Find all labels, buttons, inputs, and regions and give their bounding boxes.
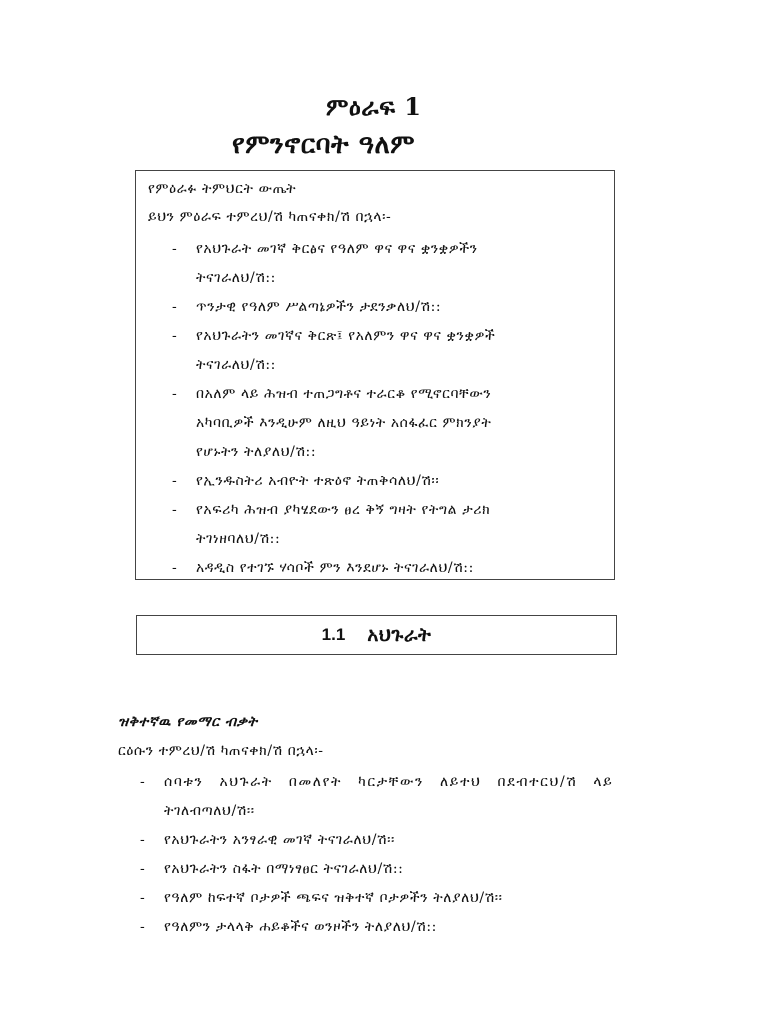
learning-outcomes-intro: ይህን ምዕራፍ ተምረህ/ሽ ካጠናቀክ/ሽ በኋላ፡- (148, 209, 392, 225)
competency-item (140, 913, 660, 942)
outcome-text: የአህጉራት መገኛ ቅርፅና የዓለም ዋና ዋና ቋንቋዎችን (196, 241, 478, 257)
outcome-text: አዳዲስ የተገኙ ሃሳቦች ምን እንደሆኑ ትናገራለህ/ሽ:: (196, 560, 474, 576)
chapter-number: ምዕራፍ 1 (326, 92, 422, 121)
competency-list (140, 768, 660, 942)
outcome-text: በአለም ላይ ሕዝብ ተጠጋግቶና ተራርቆ የሚኖርባቸውን (196, 386, 492, 402)
competency-text: የዓለምን ታላላቅ ሐይቆችና ወንዞችን ትለያለህ/ሽ:: (164, 919, 437, 935)
outcome-text: የአፍሪካ ሕዝብ ያካሄደውን ፀረ ቅኝ ግዛት የትግል ታሪክ (196, 502, 491, 518)
outcome-item (172, 322, 592, 380)
outcome-item (172, 554, 592, 583)
minimum-competency-intro: ርዕሱን ተምረህ/ሽ ካጠናቀክ/ሽ በኋላ፡- (118, 743, 324, 759)
outcome-text: የአህጉራትን መገኛና ቅርጽ፤ የአለምን ዋና ዋና ቋንቋዎች (196, 328, 496, 344)
competency-text: የአህጉራትን ስፋት በማነፃፀር ትናገራለህ/ሽ:: (164, 861, 404, 877)
learning-outcomes-heading: የምዕራፉ ትምህርት ውጤት (148, 181, 297, 197)
competency-item (140, 768, 660, 826)
competency-text: የዓለም ከፍተኛ ቦታዎች ጫፍና ዝቅተኛ ቦታዎችን ትለያለህ/ሽ፡፡ (164, 890, 503, 906)
outcome-text-continued: ትገነዘባለህ/ሽ:: (196, 531, 281, 547)
outcome-item (172, 380, 592, 467)
outcome-text-continued: ትናገራለህ/ሽ:: (196, 270, 276, 286)
outcome-text-continued: ትናገራለህ/ሽ:: (196, 357, 276, 373)
chapter-title: የምንኖርባት ዓለም (232, 130, 415, 160)
competency-text: ሰባቱን አህጉራት በመለየት ካርታቸውን ለይተህ በደብተርህ/ሽ ላይ (164, 774, 614, 790)
competency-text: የአህጉራትን አንፃራዊ መገኛ ትናገራለህ/ሽ፡፡ (164, 832, 395, 848)
outcome-text-continued: የሆኑትን ትለያለህ/ሽ:: (196, 444, 317, 460)
outcome-item (172, 467, 592, 496)
section-heading-box (136, 615, 617, 655)
outcome-text: የኢንዱስትሪ አብዮት ተጽዕኖ ትጠቅሳለህ/ሽ፡፡ (196, 473, 440, 489)
outcome-item (172, 293, 592, 322)
section-title: አህጉራት (367, 624, 432, 646)
learning-outcomes-list (172, 235, 592, 583)
section-number: 1.1 (321, 625, 346, 644)
competency-item (140, 826, 660, 855)
competency-text-continued: ትገለብጣለህ/ሽ፡፡ (164, 803, 255, 819)
outcome-text: ጥንታዊ የዓለም ሥልጣኔዎችን ታደንቃለህ/ሽ:: (196, 299, 442, 315)
minimum-competency-heading: ዝቅተኛዉ የመማር ብቃት (118, 714, 258, 730)
outcome-text-continued: አካባቢዎች እንዲሁም ለዚህ ዓይነት አሰፋፈር ምክንያት (196, 415, 492, 431)
competency-item (140, 884, 660, 913)
outcome-item (172, 496, 592, 554)
outcome-item (172, 235, 592, 293)
competency-item (140, 855, 660, 884)
learning-outcomes-box (135, 170, 615, 580)
